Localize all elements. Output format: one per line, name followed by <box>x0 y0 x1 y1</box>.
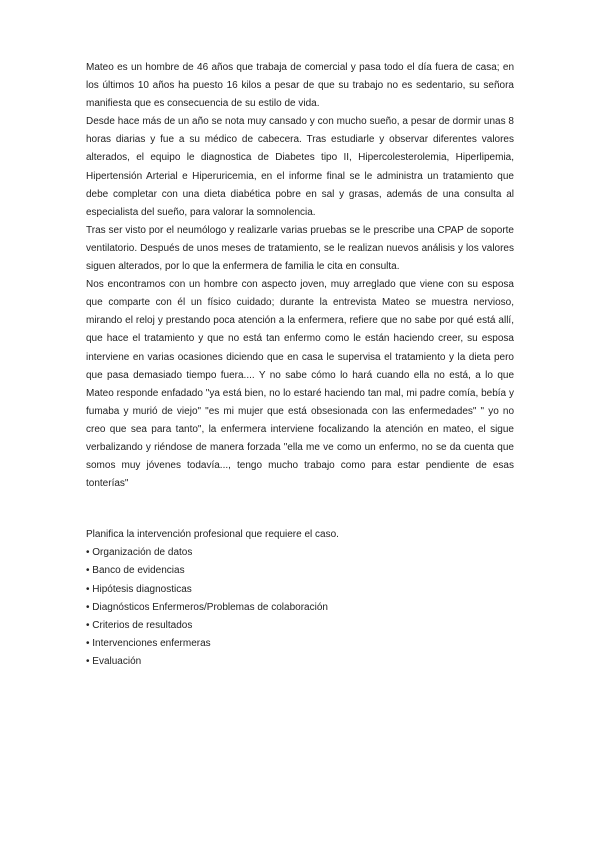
task-item: • Intervenciones enfermeras <box>86 637 211 649</box>
task-item: • Organización de datos <box>86 547 193 559</box>
task-item: • Banco de evidencias <box>86 565 185 577</box>
task-list <box>86 544 514 671</box>
document-body <box>86 59 514 671</box>
task-item: • Hipótesis diagnosticas <box>86 583 192 595</box>
case-paragraph: Tras ser visto por el neumólogo y realizarle varias pruebas se le prescribe una CPAP de soporte ventilatorio. Después de unos meses de tratamiento, se le realizan nuevos análisis y los valores siguen alterados, por lo que la enfermera de familia le cita en consulta. <box>86 224 514 273</box>
task-item: • Criterios de resultados <box>86 619 193 631</box>
case-description <box>86 59 514 493</box>
case-paragraph: Mateo es un hombre de 46 años que trabaja de comercial y pasa todo el día fuera de casa; en los últimos 10 años ha puesto 16 kilos a pesar de que su trabajo no es sedentario, su señora manifiesta que es consecuencia de su estilo de vida. <box>86 62 514 110</box>
task-section <box>86 526 514 671</box>
case-paragraph: Nos encontramos con un hombre con aspecto joven, muy arreglado que viene con su esposa que comparte con él un físico cuidado; durante la entrevista Mateo se muestra nervioso, mirando el reloj y prestando poca atención a la enfermera, refiere que no sabe por qué está allí, que hace el tratamiento y que no está tan enfermo como le están haciendo creer, su esposa interviene en varias ocasiones diciendo que en casa le supervisa el tratamiento y la dieta pero que pasa demasiado tiempo fuera.... Y no sabe cómo lo hará cuando ella no está, a lo que Mateo responde enfadado "ya está bien, no lo estaré haciendo tan mal, mi padre comía, bebía y fumaba y murió de viejo" "es mi mujer que está obsesionada con las enfermedades" " yo no creo que sea para tanto", la enfermera interviene focalizando la atención en mateo, el sigue verbalizando y riéndose de manera forzada "ella me ve como un enfermo, no se da cuenta que somos muy jóvenes todavía..., tengo mucho trabajo como para estar pendiente de esas tonterías" <box>86 279 514 490</box>
case-paragraph: Desde hace más de un año se nota muy cansado y con mucho sueño, a pesar de dormir unas 8 horas diarias y fue a su médico de cabecera. Tras estudiarle y observar diferentes valores alterados, el equipo le diagnostica de Diabetes tipo II, Hipercolesterolemia, Hiperlipemia, Hipertensión Arterial e Hiperuricemia, en el informe final se le administra un tratamiento que debe completar con una dieta diabética pobre en sal y grasas, además de una consulta al especialista del sueño, para valorar la somnolencia. <box>86 116 514 218</box>
task-title: Planifica la intervención profesional que requiere el caso. <box>86 529 339 541</box>
task-item: • Evaluación <box>86 655 142 667</box>
task-item: • Diagnósticos Enfermeros/Problemas de colaboración <box>86 601 328 613</box>
